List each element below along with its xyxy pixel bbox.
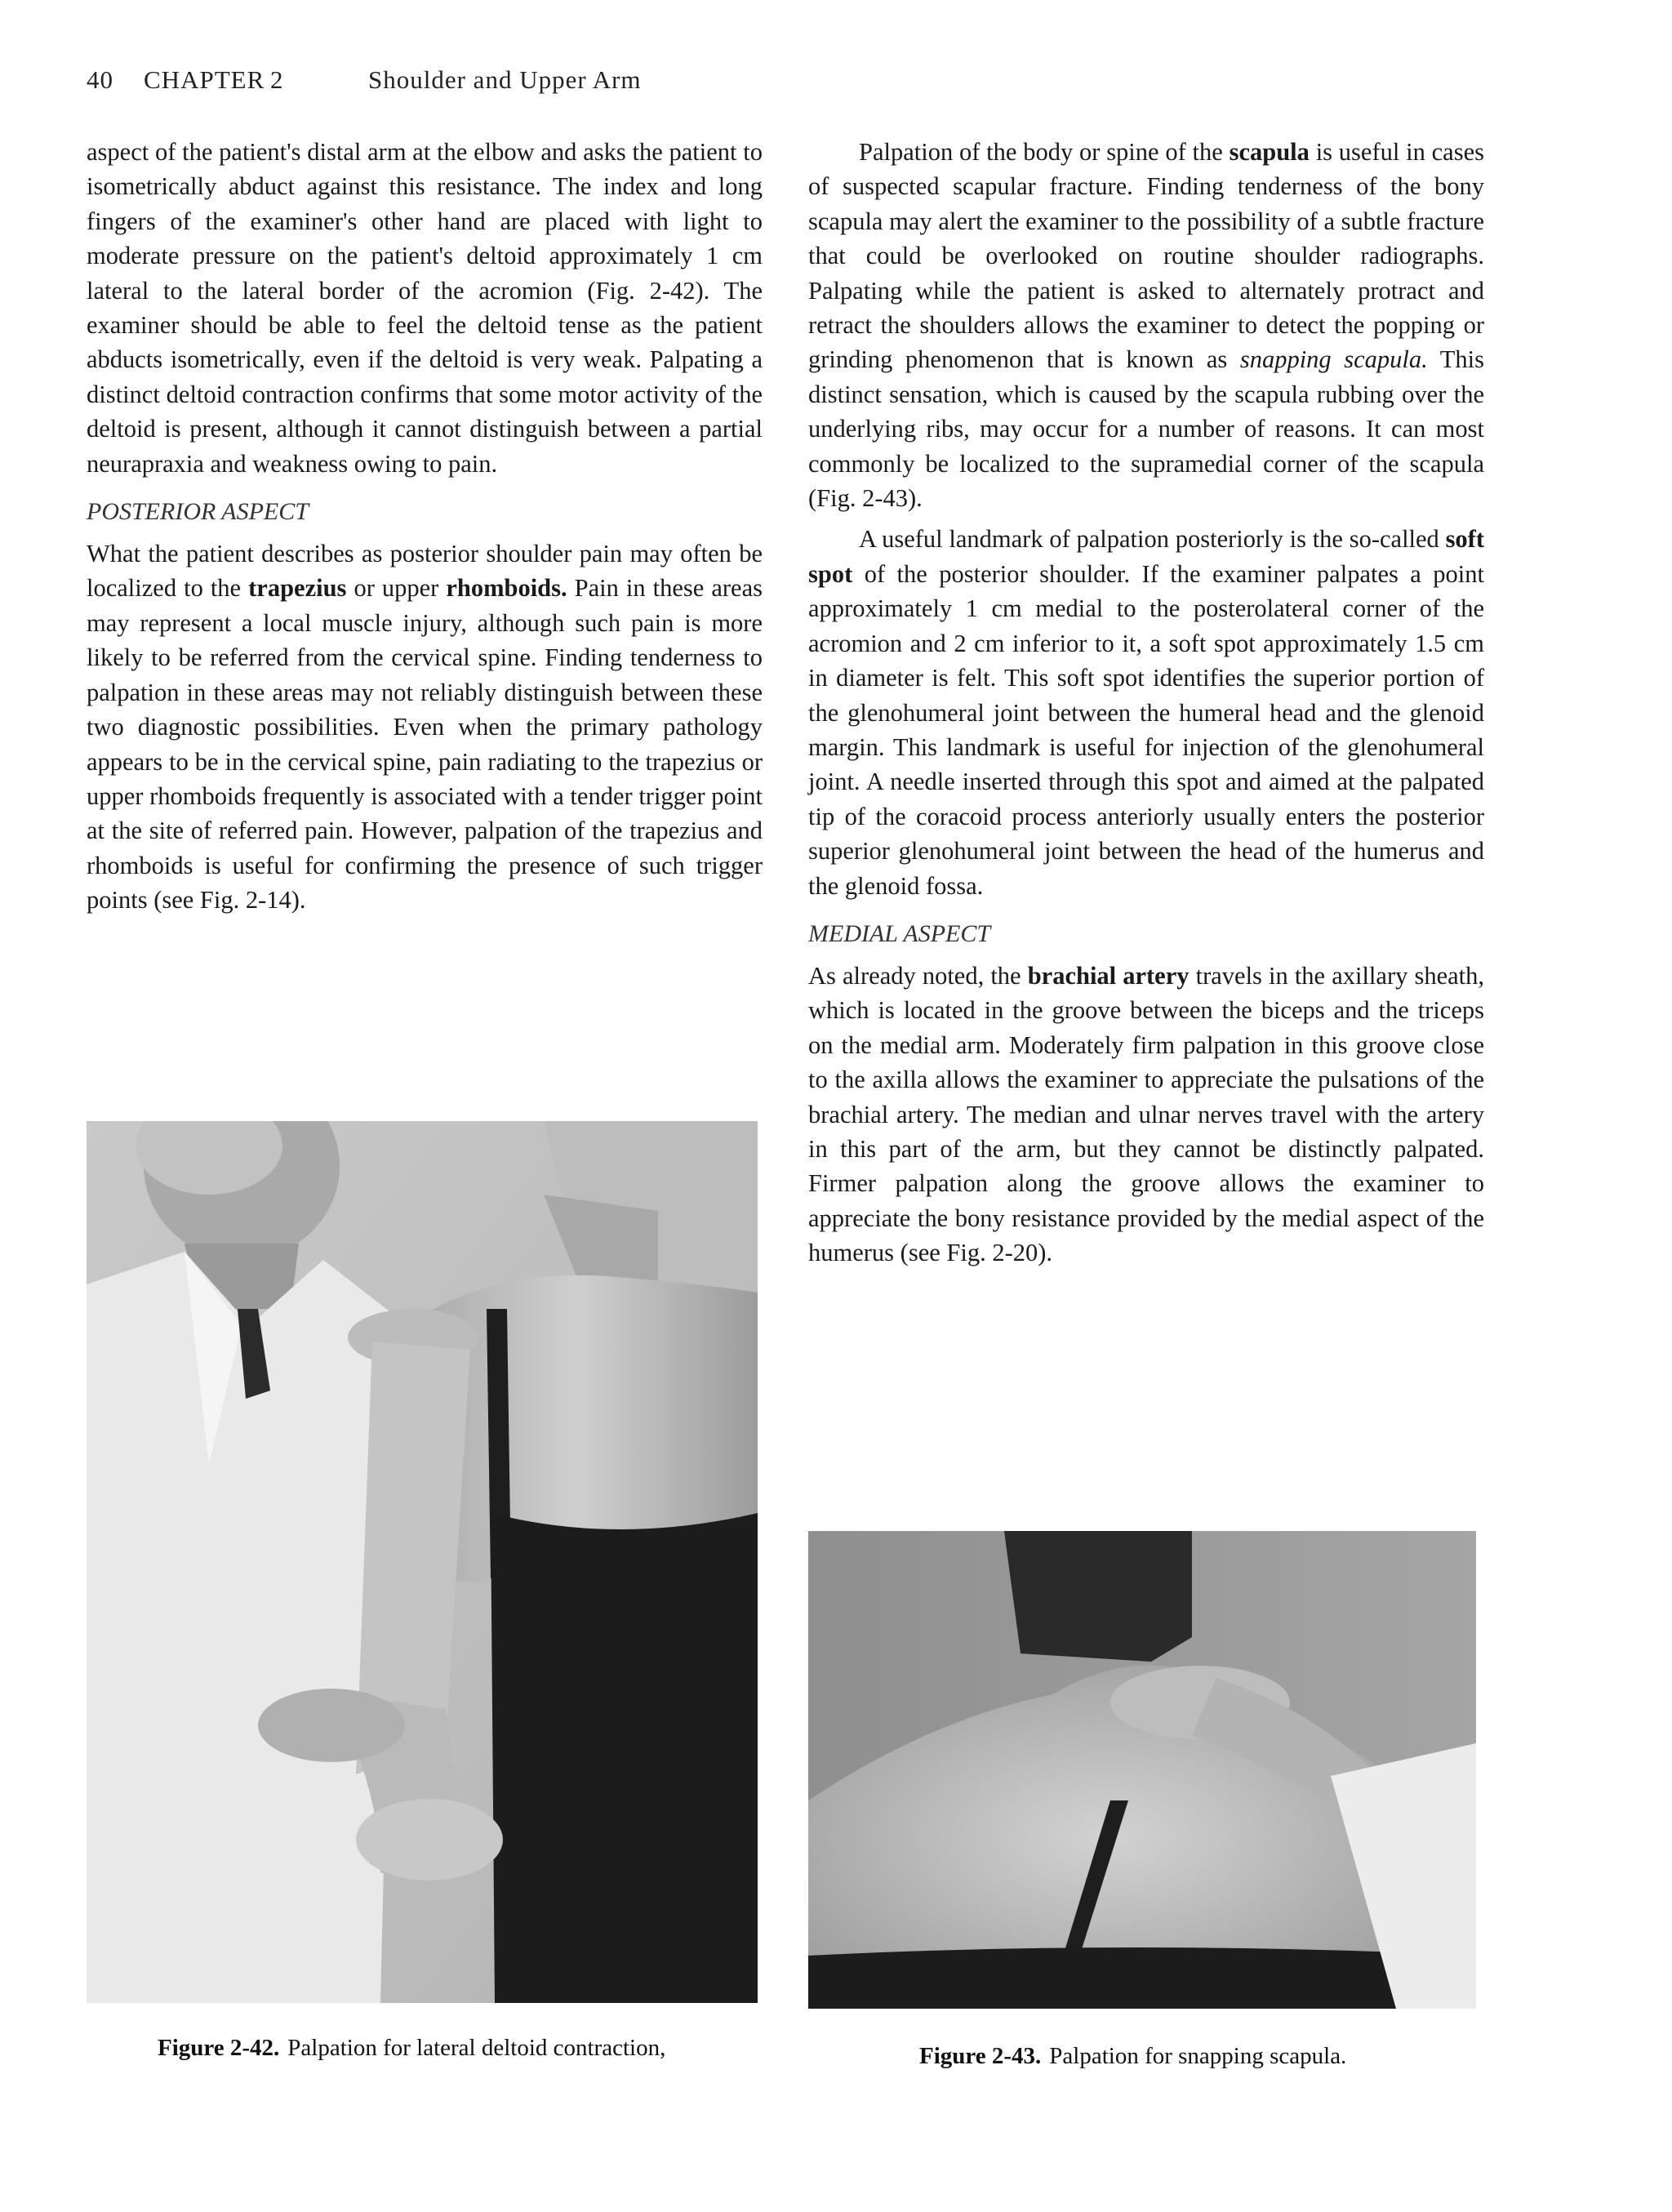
caption-text: Palpation for snapping scapula. (1049, 2043, 1347, 2069)
term-scapula: scapula (1229, 138, 1310, 166)
body-paragraph: A useful landmark of palpation posteriorly is the so-called soft spot of the posterior shoulder. If the examiner palpates a point approximately 1 cm medial to the posterolateral corner of the acromion and 2 cm inferior to it, a soft spot approximately 1.5 cm in diameter is felt. This soft spot identifies the superior portion of the glenohumeral joint between the humeral head and the glenoid margin. This landmark is useful for injection of the glenohumeral joint. A needle inserted through this spot and aimed at the palpated tip of the coracoid process anteriorly usually enters the posterior superior glenohumeral joint between the head of the humerus and the glenoid fossa. (808, 525, 1484, 900)
chapter-label: CHAPTER (144, 65, 265, 94)
right-column (808, 135, 1484, 1271)
scapula-palpation-illustration (808, 1531, 1476, 2009)
body-paragraph: aspect of the patient's distal arm at the elbow and asks the patient to isometrically abduct against this resistance. The index and long fingers of the examiner's other hand are placed with light to moderate pressure on the patient's deltoid approximately 1 cm lateral to the lateral border of the acromion (Fig. 2-42). The examiner should be able to feel the deltoid tense as the patient abducts isometrically, even if the deltoid is very weak. Palpating a distinct deltoid contraction confirms that some motor activity of the deltoid is present, although it cannot distinguish between a partial neurapraxia and weakness owing to pain. (87, 138, 763, 478)
body-paragraph: Palpation of the body or spine of the scapula is useful in cases of suspected scapular fracture. Finding tenderness of the bony scapula may alert the examiner to the possibility of a subtle fracture that could be overlooked on routine shoulder radiographs. Palpating while the patient is asked to alternately protract and retract the shoulders allows the examiner to detect the popping or grinding phenomenon that is known as snapping scapula. This distinct sensation, which is caused by the scapula rubbing over the underlying ribs, may occur for a number of reasons. It can most commonly be localized to the supramedial corner of the scapula (Fig. 2-43). (808, 138, 1484, 513)
figure-2-42-photo (87, 1121, 758, 2003)
deltoid-palpation-illustration (87, 1121, 758, 2003)
term-rhomboids: rhomboids. (446, 574, 567, 603)
page-number: 40 (87, 65, 113, 94)
figure-2-42-caption (158, 2033, 665, 2063)
figure-label: Figure 2-43. (919, 2043, 1042, 2069)
figure-2-43-photo (808, 1531, 1476, 2009)
running-head (87, 65, 642, 95)
chapter-number: 2 (270, 65, 284, 94)
section-heading-medial: MEDIAL ASPECT (808, 919, 991, 947)
figure-2-43-caption (919, 2041, 1346, 2071)
term-snapping-scapula: snapping scapula. (1239, 345, 1428, 374)
body-paragraph: As already noted, the brachial artery travels in the axillary sheath, which is located in the groove between the biceps and the triceps on the medial arm. Moderately firm palpation in this groove close to the axilla allows the examiner to appreciate the pulsations of the brachial artery. The median and ulnar nerves travel with the artery in this part of the arm, but they cannot be distinctly palpated. Firmer palpation along the groove allows the examiner to appreciate the bony resistance provided by the medial aspect of the humerus (see Fig. 2-20). (808, 961, 1484, 1267)
section-heading-posterior: POSTERIOR ASPECT (87, 498, 309, 526)
chapter-title: Shoulder and Upper Arm (368, 65, 642, 94)
term-brachial-artery: brachial artery (1027, 961, 1190, 990)
left-column (87, 135, 763, 918)
body-paragraph: What the patient describes as posterior shoulder pain may often be localized to the trapezius or upper rhomboids. Pain in these areas may represent a local muscle injury, although such pain is more likely to be referred from the cervical spine. Finding tenderness to palpation in these areas may not reliably distinguish between these two diagnostic possibilities. Even when the primary pathology appears to be in the cervical spine, pain radiating to the trapezius or upper rhomboids frequently is associated with a tender trigger point at the site of referred pain. However, palpation of the trapezius and rhomboids is useful for confirming the presence of such trigger points (see Fig. 2-14). (87, 540, 763, 915)
caption-text: Palpation for lateral deltoid contraction, (287, 2035, 666, 2061)
term-trapezius: trapezius (248, 574, 347, 603)
term-soft-spot: soft spot (808, 525, 1484, 588)
figure-label: Figure 2-42. (158, 2035, 280, 2061)
